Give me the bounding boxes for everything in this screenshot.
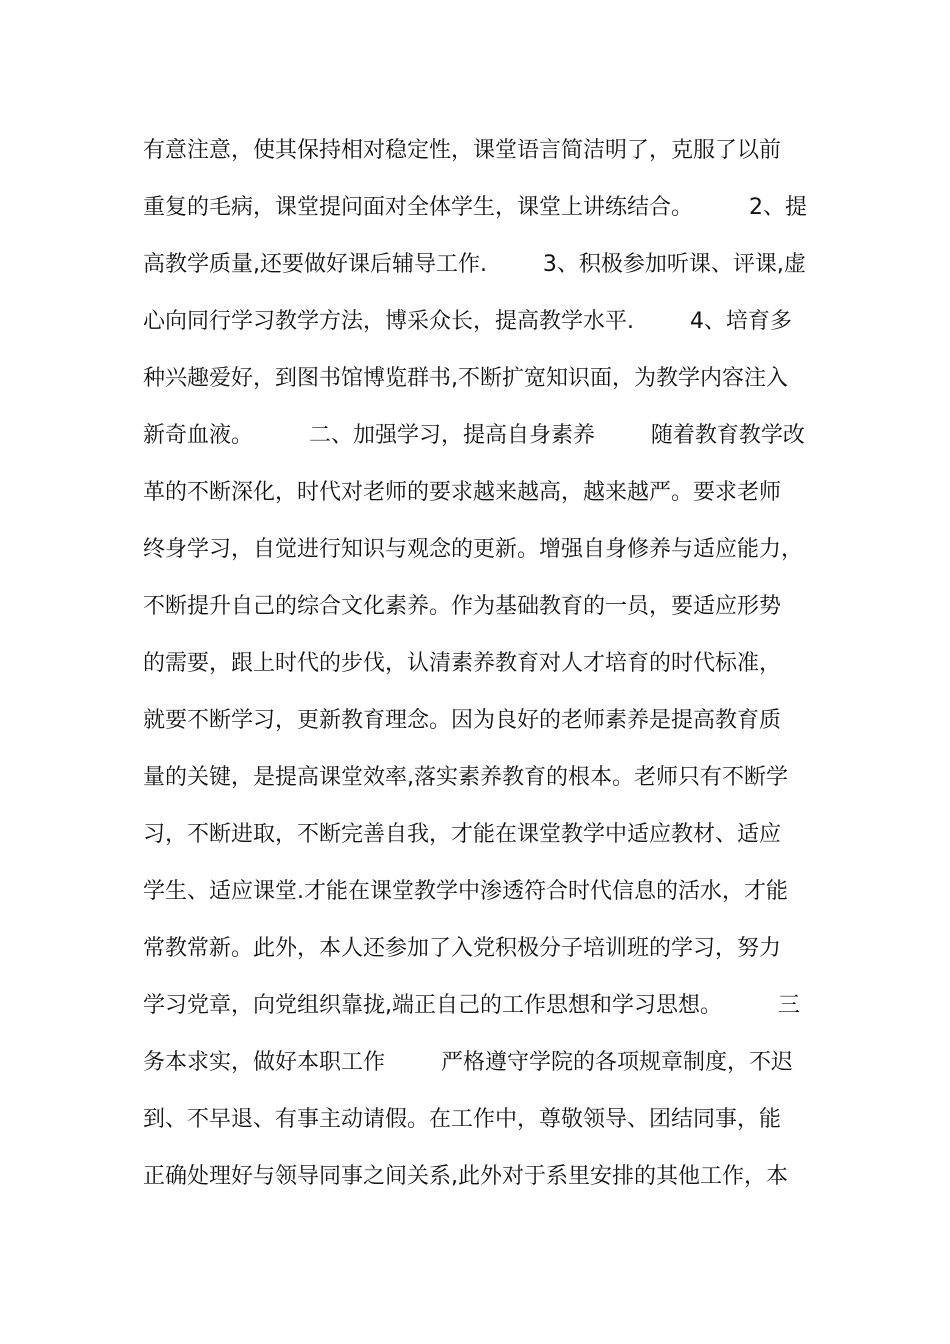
text-line: 习，不断进取，不断完善自我，才能在课堂教学中适应教材、适应 (143, 822, 782, 847)
text-line: 新奇血液。 二、加强学习，提高自身素养 随着教育教学改 (143, 423, 805, 448)
text-line: 的需要，跟上时代的步伐，认清素养教育对人才培育的时代标准， (143, 651, 782, 676)
text-line: 重复的毛病，课堂提问面对全体学生，课堂上讲练结合。 2、提 (143, 195, 807, 220)
text-line: 学生、适应课堂.才能在课堂教学中渗透符合时代信息的活水，才能 (143, 879, 788, 904)
text-line: 终身学习，自觉进行知识与观念的更新。增强自身修养与适应能力， (143, 537, 804, 562)
text-line: 心向同行学习教学方法，博采众长，提高教学水平. 4、培育多 (143, 309, 792, 334)
text-line: 高教学质量,还要做好课后辅导工作. 3、积极参加听课、评课,虚 (143, 252, 806, 277)
text-line: 革的不断深化，时代对老师的要求越来越高，越来越严。要求老师 (143, 480, 782, 505)
text-line: 正确处理好与领导同事之间关系,此外对于系里安排的其他工作，本 (143, 1164, 788, 1189)
text-line: 不断提升自己的综合文化素养。作为基础教育的一员，要适应形势 (143, 594, 782, 619)
text-line: 就要不断学习，更新教育理念。因为良好的老师素养是提高教育质 (143, 708, 782, 733)
text-line: 有意注意，使其保持相对稳定性，课堂语言简洁明了，克服了以前 (143, 138, 782, 163)
text-line: 量的关键，是提高课堂效率,落实素养教育的根本。老师只有不断学 (143, 765, 788, 790)
text-line: 到、不早退、有事主动请假。在工作中，尊敬领导、团结同事，能 (143, 1107, 782, 1132)
text-line: 学习党章，向党组织靠拢,端正自己的工作思想和学习思想。 三 (143, 993, 800, 1018)
text-line: 常教常新。此外，本人还参加了入党积极分子培训班的学习，努力 (143, 936, 782, 961)
text-line: 种兴趣爱好，到图书馆博览群书,不断扩宽知识面，为教学内容注入 (143, 366, 788, 391)
body-text (143, 129, 823, 1212)
text-line: 务本求实，做好本职工作 严格遵守学院的各项规章制度，不迟 (143, 1050, 793, 1075)
